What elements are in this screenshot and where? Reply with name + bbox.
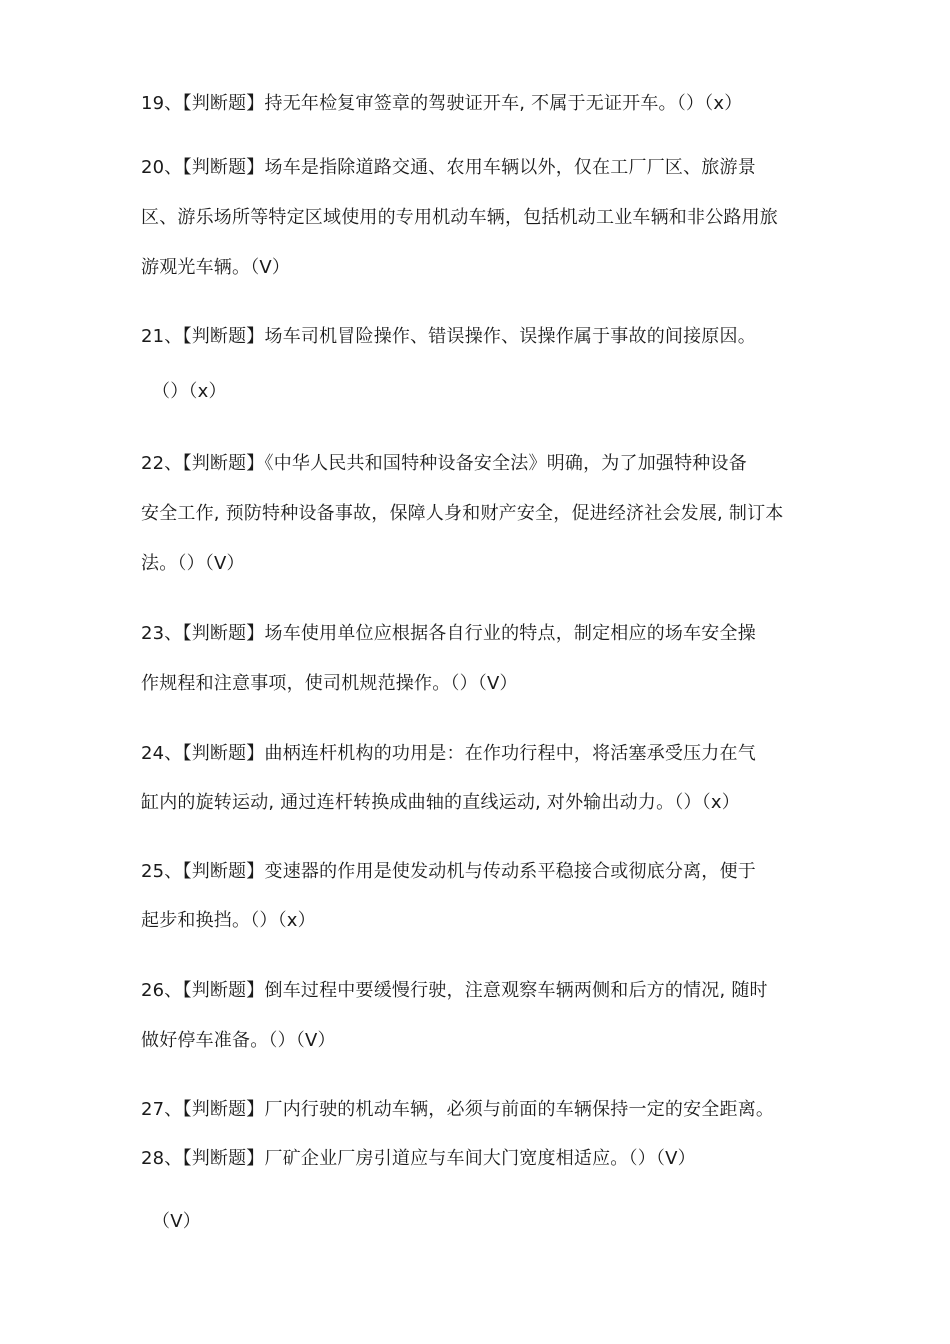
question-22-line-3: 法。（）（V） <box>141 553 245 574</box>
question-23-line-1: 23、【判断题】场车使用单位应根据各自行业的特点，制定相应的场车安全操 <box>141 623 756 644</box>
question-24-line-2: 缸内的旋转运动, 通过连杆转换成曲轴的直线运动, 对外输出动力。（）（x） <box>141 792 740 813</box>
question-21-line-2: （）（x） <box>152 381 227 402</box>
question-25-line-1: 25、【判断题】变速器的作用是使发动机与传动系平稳接合或彻底分离，便于 <box>141 861 756 882</box>
question-26-line-1: 26、【判断题】倒车过程中要缓慢行驶，注意观察车辆两侧和后方的情况, 随时 <box>141 980 768 1001</box>
question-22-line-1: 22、【判断题】《中华人民共和国特种设备安全法》明确，为了加强特种设备 <box>141 453 747 474</box>
question-28-line-1: 28、【判断题】厂矿企业厂房引道应与车间大门宽度相适应。（）（V） <box>141 1148 696 1169</box>
question-26-line-2: 做好停车准备。（）（V） <box>141 1030 336 1051</box>
question-24-line-1: 24、【判断题】曲柄连杆机构的功用是：在作功行程中，将活塞承受压力在气 <box>141 743 756 764</box>
question-27-line-1: 27、【判断题】厂内行驶的机动车辆，必须与前面的车辆保持一定的安全距离。 <box>141 1099 775 1120</box>
question-20-line-1: 20、【判断题】场车是指除道路交通、农用车辆以外，仅在工厂厂区、旅游景 <box>141 157 756 178</box>
question-19-line-1: 19、【判断题】持无年检复审签章的驾驶证开车, 不属于无证开车。（）（x） <box>141 93 743 114</box>
question-21-line-1: 21、【判断题】场车司机冒险操作、错误操作、误操作属于事故的间接原因。 <box>141 326 756 347</box>
stray-answer: （V） <box>152 1211 201 1232</box>
question-20-line-3: 游观光车辆。（V） <box>141 257 291 278</box>
question-20-line-2: 区、游乐场所等特定区域使用的专用机动车辆，包括机动工业车辆和非公路用旅 <box>141 207 778 228</box>
question-23-line-2: 作规程和注意事项，使司机规范操作。（）（V） <box>141 673 518 694</box>
question-22-line-2: 安全工作, 预防特种设备事故，保障人身和财产安全，促进经济社会发展, 制订本 <box>141 503 784 524</box>
question-25-line-2: 起步和换挡。（）（x） <box>141 910 316 931</box>
